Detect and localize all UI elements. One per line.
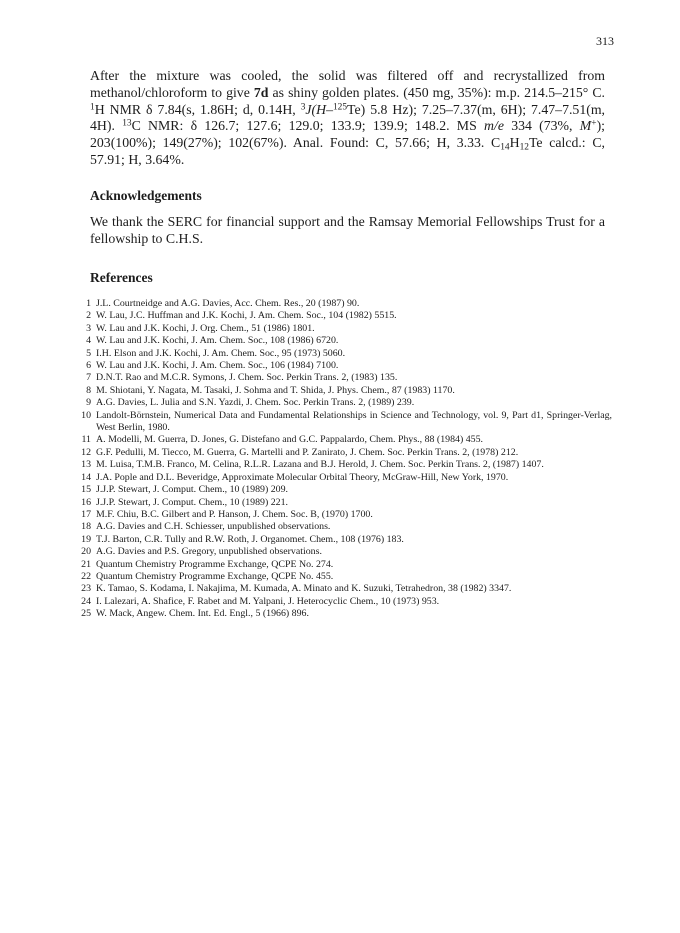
- reference-text: J.J.P. Stewart, J. Comput. Chem., 10 (1989) 221.: [96, 496, 289, 508]
- reference-text: W. Lau and J.K. Kochi, J. Am. Chem. Soc., 106 (1984) 7100.: [96, 360, 339, 372]
- experimental-text: as shiny golden plates. (450 mg, 35%): m.p. 214.5–215° C.: [268, 84, 605, 100]
- reference-number: 11: [81, 434, 91, 446]
- experimental-text: 334 (73%,: [503, 118, 580, 134]
- reference-item: [74, 534, 612, 546]
- reference-item: [74, 472, 612, 484]
- reference-text: M. Luisa, T.M.B. Franco, M. Celina, R.L.R. Lazana and B.J. Herold, J. Chem. Soc. Perkin Trans. 2, (1987) 1407.: [96, 459, 544, 471]
- reference-number: 17: [81, 508, 91, 520]
- reference-item: [74, 434, 612, 446]
- reference-text: T.J. Barton, C.R. Tully and R.W. Roth, J. Organomet. Chem., 108 (1976) 183.: [96, 533, 404, 545]
- reference-number: 20: [81, 546, 91, 558]
- reference-number: 13: [81, 459, 91, 471]
- reference-number: 2: [86, 310, 91, 322]
- experimental-text: After the mixture was cooled, the solid was filtered off and recrystallized from methanol/chloroform to give: [90, 68, 605, 100]
- reference-number: 21: [81, 558, 91, 570]
- reference-number: 6: [86, 360, 91, 372]
- reference-number: 7: [86, 372, 91, 384]
- superscript: 1: [90, 101, 95, 112]
- reference-number: 24: [81, 595, 91, 607]
- superscript: 125: [332, 101, 348, 112]
- reference-text: Quantum Chemistry Programme Exchange, QCPE No. 455.: [96, 570, 334, 582]
- reference-text: Quantum Chemistry Programme Exchange, QCPE No. 274.: [96, 558, 334, 570]
- reference-text: M. Shiotani, Y. Nagata, M. Tasaki, J. Sohma and T. Shida, J. Phys. Chem., 87 (1983) 1170.: [96, 384, 455, 396]
- reference-text: J.J.P. Stewart, J. Comput. Chem., 10 (1989) 209.: [96, 484, 289, 496]
- subscript: 12: [519, 142, 529, 153]
- reference-text: W. Lau, J.C. Huffman and J.K. Kochi, J. Am. Chem. Soc., 104 (1982) 5515.: [96, 310, 397, 322]
- experimental-text: Te calcd.: C, 57.91; H, 3.64%.: [90, 135, 605, 167]
- reference-text: I. Lalezari, A. Shafice, F. Rabet and M. Yalpani, J. Heterocyclic Chem., 10 (1973) 953.: [96, 595, 440, 607]
- reference-text: J.A. Pople and D.L. Beveridge, Approximate Molecular Orbital Theory, McGraw-Hill, New York, 1970.: [96, 471, 509, 483]
- reference-number: 8: [86, 384, 91, 396]
- experimental-paragraph: [90, 68, 605, 169]
- reference-text: W. Mack, Angew. Chem. Int. Ed. Engl., 5 (1966) 896.: [96, 608, 309, 620]
- reference-text: W. Lau and J.K. Kochi, J. Org. Chem., 51 (1986) 1801.: [96, 322, 315, 334]
- reference-item: [74, 509, 612, 521]
- experimental-text: H NMR δ 7.84(s, 1.86H; d, 0.14H,: [94, 101, 301, 117]
- reference-item: [74, 521, 612, 533]
- reference-number: 23: [81, 583, 91, 595]
- reference-number: 9: [86, 397, 91, 409]
- reference-number: 1: [86, 298, 91, 309]
- reference-number: 19: [81, 533, 91, 545]
- coupling-constant: J(H–: [305, 101, 333, 117]
- reference-list: [74, 298, 612, 621]
- experimental-text: Te) 5.8 Hz); 7.25–7.37(m, 6H); 7.47–7.51(m, 4H).: [90, 101, 605, 134]
- reference-item: [74, 571, 612, 583]
- reference-number: 3: [86, 322, 91, 334]
- ms-label: m/e: [484, 118, 504, 134]
- reference-text: A.G. Davies, L. Julia and S.N. Yazdi, J. Chem. Soc. Perkin Trans. 2, (1989) 239.: [96, 397, 415, 409]
- superscript: 13: [122, 118, 132, 129]
- subscript: 14: [500, 142, 510, 153]
- reference-text: A.G. Davies and C.H. Schiesser, unpublished observations.: [96, 521, 331, 533]
- reference-number: 4: [86, 335, 91, 347]
- reference-item: [74, 385, 612, 397]
- reference-text: A. Modelli, M. Guerra, D. Jones, G. Distefano and G.C. Pappalardo, Chem. Phys., 88 (1984) 455.: [96, 434, 483, 446]
- reference-text: K. Tamao, S. Kodama, I. Nakajima, M. Kumada, A. Minato and K. Suzuki, Tetrahedron, 38 (1982) 3347.: [96, 583, 512, 595]
- reference-item: [74, 360, 612, 372]
- reference-item: [74, 348, 612, 360]
- reference-item: [74, 410, 612, 435]
- acknowledgements-heading: Acknowledgements: [90, 188, 202, 203]
- reference-item: [74, 583, 612, 595]
- compound-label: 7d: [253, 84, 269, 100]
- reference-item: [74, 596, 612, 608]
- reference-item: [74, 298, 612, 310]
- reference-text: A.G. Davies and P.S. Gregory, unpublished observations.: [96, 546, 322, 558]
- reference-item: [74, 546, 612, 558]
- reference-item: [74, 559, 612, 571]
- references-heading: References: [90, 270, 153, 285]
- reference-item: [74, 323, 612, 335]
- reference-item: [74, 335, 612, 347]
- reference-item: [74, 497, 612, 509]
- reference-item: [74, 372, 612, 384]
- reference-text: D.N.T. Rao and M.C.R. Symons, J. Chem. Soc. Perkin Trans. 2, (1983) 135.: [96, 372, 398, 384]
- reference-number: 25: [81, 608, 91, 620]
- reference-item: [74, 484, 612, 496]
- reference-item: [74, 310, 612, 322]
- experimental-text: ); 203(100%); 149(27%); 102(67%). Anal. Found: C, 57.66; H, 3.33. C: [90, 118, 605, 151]
- reference-number: 14: [81, 471, 91, 483]
- reference-number: 16: [81, 496, 91, 508]
- acknowledgements-text: We thank the SERC for financial support and the Ramsay Memorial Fellowships Trust for a fellowship to C.H.S.: [90, 214, 605, 246]
- reference-text: G.F. Pedulli, M. Tiecco, M. Guerra, G. Martelli and P. Zanirato, J. Chem. Soc. Perkin Trans. 2, (1978) 212.: [96, 446, 519, 458]
- molecular-ion: M: [579, 118, 592, 134]
- reference-item: [74, 397, 612, 409]
- superscript: +: [591, 118, 597, 129]
- reference-item: [74, 447, 612, 459]
- reference-number: 10: [81, 409, 91, 421]
- reference-text: M.F. Chiu, B.C. Gilbert and P. Hanson, J. Chem. Soc. B, (1970) 1700.: [96, 508, 373, 520]
- reference-text: J.L. Courtneidge and A.G. Davies, Acc. Chem. Res., 20 (1987) 90.: [96, 298, 360, 309]
- reference-number: 15: [81, 484, 91, 496]
- reference-item: [74, 459, 612, 471]
- experimental-text: H: [509, 135, 520, 151]
- reference-text: W. Lau and J.K. Kochi, J. Am. Chem. Soc., 108 (1986) 6720.: [96, 335, 339, 347]
- reference-item: [74, 608, 612, 620]
- experimental-text: C NMR: δ 126.7; 127.6; 129.0; 133.9; 139.9; 148.2. MS: [131, 118, 485, 134]
- page-number: 313: [596, 34, 614, 48]
- reference-number: 12: [81, 446, 91, 458]
- superscript: 3: [300, 101, 306, 112]
- reference-number: 5: [86, 347, 91, 359]
- reference-number: 22: [81, 570, 91, 582]
- reference-text: Landolt-Börnstein, Numerical Data and Fundamental Relationships in Science and Technology, vol. 9, Part d1, Springer-Verlag, West Berlin, 1980.: [96, 409, 612, 434]
- reference-text: I.H. Elson and J.K. Kochi, J. Am. Chem. Soc., 95 (1973) 5060.: [96, 347, 346, 359]
- reference-number: 18: [81, 521, 91, 533]
